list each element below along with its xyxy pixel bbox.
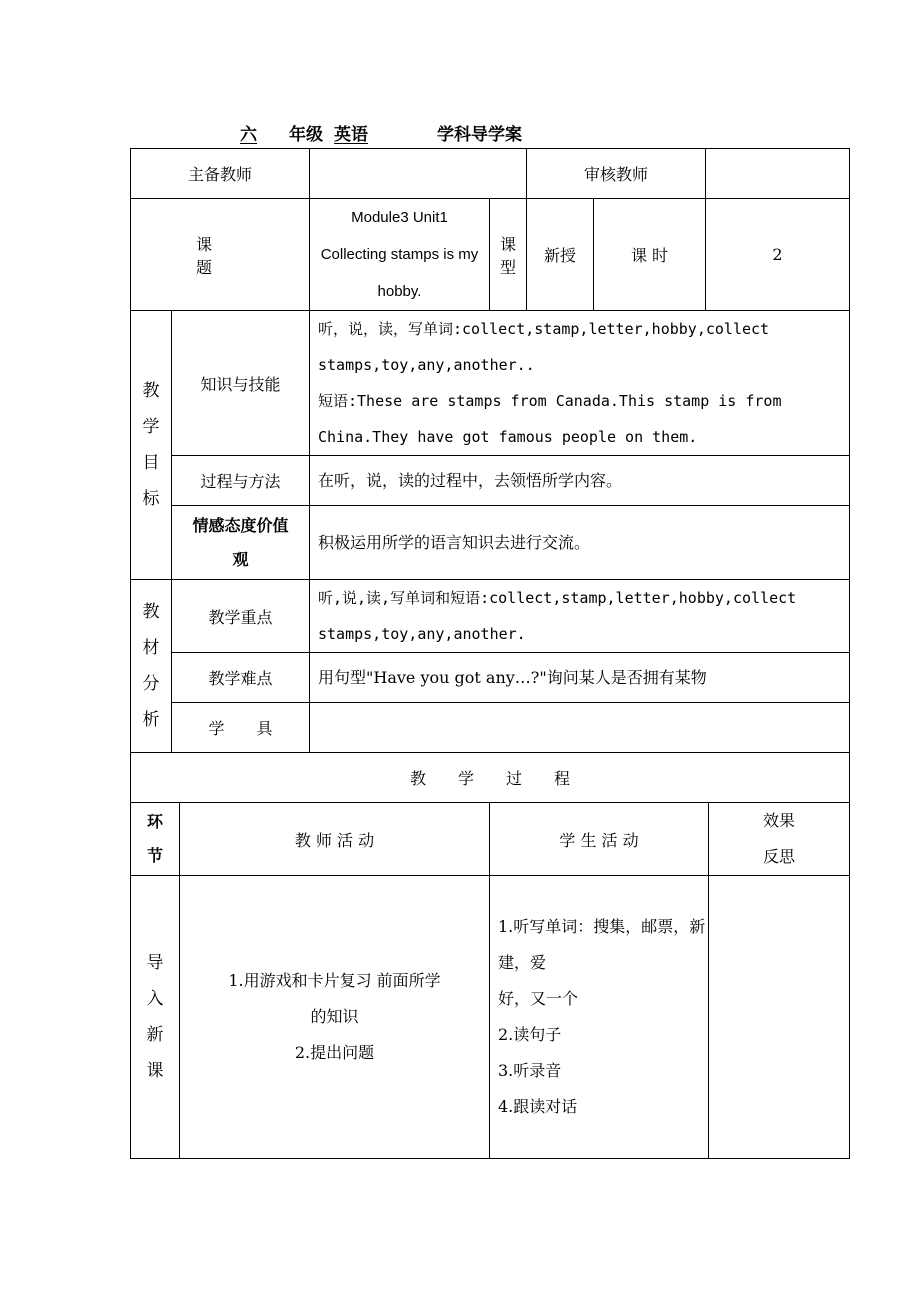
- student-activity-line-1: 1.听写单词：搜集，邮票，新建，爱: [498, 917, 706, 972]
- difficult-points-content: [310, 653, 850, 703]
- review-teacher-label: 审核教师: [527, 149, 706, 199]
- student-activity-line-5: 4.跟读对话: [498, 1097, 578, 1116]
- objective-emotion-row: [131, 506, 850, 580]
- objectives-char-4: 标: [142, 489, 160, 509]
- title-doc-type: 学科导学案: [437, 125, 522, 145]
- title-grade: 六: [240, 125, 257, 145]
- review-teacher-value[interactable]: [706, 149, 850, 199]
- process-label: 过程与方法: [172, 456, 310, 506]
- objective-process-row: [131, 456, 850, 506]
- topic-line-1: Module3 Unit1: [351, 209, 448, 226]
- analysis-char-3: 分: [142, 674, 160, 694]
- teacher-activity-cell: [180, 876, 490, 1159]
- stage-char-1: 导: [146, 953, 164, 973]
- knowledge-line-1: 听，说，读，写单词:collect,stamp,letter,hobby,collect: [318, 320, 770, 338]
- process-row: [131, 876, 850, 1159]
- title-grade-label: 年级: [289, 125, 323, 145]
- student-activity-header: 学 生 活 动: [490, 803, 709, 876]
- topic-value: [310, 199, 490, 311]
- objectives-group-label: [131, 311, 172, 580]
- student-activity-line-3: 2.读句子: [498, 1025, 562, 1044]
- stage-char-4: 课: [146, 1061, 164, 1081]
- analysis-group-label: [131, 580, 172, 753]
- knowledge-line-4: China.They have got famous people on them.: [318, 428, 698, 446]
- stage-header-char-2: 节: [146, 846, 163, 865]
- knowledge-line-2: stamps,toy,any,another..: [318, 356, 535, 374]
- analysis-key-row: [131, 580, 850, 653]
- main-teacher-label: 主备教师: [131, 149, 310, 199]
- objectives-char-1: 教: [142, 381, 160, 401]
- topic-row: [131, 199, 850, 311]
- title-subject: 英语: [334, 125, 368, 145]
- hours-label: 课 时: [594, 199, 706, 311]
- student-activity-cell: [490, 876, 709, 1159]
- key-points-content: [310, 580, 850, 653]
- stage-column-header: [131, 803, 180, 876]
- objectives-char-2: 学: [142, 417, 160, 437]
- stage-cell: [131, 876, 180, 1159]
- difficult-points-text: 用句型"Have you got any…?"询问某人是否拥有某物: [318, 667, 707, 687]
- topic-line-2: Collecting stamps is my: [320, 246, 479, 263]
- emotion-text: 积极运用所学的语言知识去进行交流。: [318, 532, 591, 552]
- difficult-points-label: 教学难点: [172, 653, 310, 703]
- emotion-label-line-2: 观: [232, 549, 249, 569]
- process-content: [310, 456, 850, 506]
- emotion-label: [172, 506, 310, 580]
- analysis-char-2: 材: [142, 638, 160, 658]
- stage-char-2: 入: [146, 989, 164, 1009]
- student-activity-line-4: 3.听录音: [498, 1061, 562, 1080]
- teacher-activity-line-3: 2.提出问题: [294, 1043, 375, 1062]
- process-section-row: [131, 753, 850, 803]
- student-activity-line-2: 好，又一个: [498, 989, 579, 1008]
- main-teacher-value[interactable]: [310, 149, 527, 199]
- key-points-line-2: stamps,toy,any,another.: [318, 625, 526, 643]
- emotion-label-line-1: 情感态度价值: [192, 515, 289, 535]
- document-title: [0, 116, 920, 144]
- emotion-content: [310, 506, 850, 580]
- objective-knowledge-row: [131, 311, 850, 456]
- stage-char-3: 新: [146, 1025, 164, 1045]
- hours-value: 2: [706, 199, 850, 311]
- process-text: 在听，说，读的过程中，去领悟所学内容。: [318, 470, 623, 490]
- teacher-info-row: [131, 149, 850, 199]
- process-section-title: 教 学 过 程: [131, 753, 850, 803]
- key-points-line-1: 听,说,读,写单词和短语:collect,stamp,letter,hobby,collect: [318, 589, 797, 607]
- reflection-header-line-1: 效果: [763, 811, 796, 830]
- lesson-plan-table: [130, 148, 850, 1159]
- reflection-cell[interactable]: [709, 876, 850, 1159]
- analysis-char-1: 教: [142, 602, 160, 622]
- topic-label-text: 课 题: [195, 234, 341, 277]
- objectives-char-3: 目: [142, 453, 160, 473]
- analysis-char-4: 析: [142, 710, 160, 730]
- key-points-label: 教学重点: [172, 580, 310, 653]
- tools-value[interactable]: [310, 703, 850, 753]
- knowledge-line-3: 短语:These are stamps from Canada.This stamp is from: [318, 392, 782, 410]
- teacher-activity-line-2: 的知识: [310, 1007, 359, 1026]
- reflection-header-line-2: 反思: [763, 847, 796, 866]
- teacher-activity-header: 教 师 活 动: [180, 803, 490, 876]
- process-header-row: [131, 803, 850, 876]
- teacher-activity-line-1: 1.用游戏和卡片复习 前面所学: [228, 971, 441, 990]
- type-label-text: 课 型: [499, 234, 516, 277]
- reflection-column-header: [709, 803, 850, 876]
- stage-header-char-1: 环: [146, 812, 163, 831]
- analysis-tools-row: [131, 703, 850, 753]
- type-label: [490, 199, 527, 311]
- analysis-difficult-row: [131, 653, 850, 703]
- knowledge-label: 知识与技能: [172, 311, 310, 456]
- topic-line-3: hobby.: [377, 283, 422, 300]
- type-value: 新授: [527, 199, 594, 311]
- knowledge-content: [310, 311, 850, 456]
- tools-label: 学 具: [172, 703, 310, 753]
- topic-label: [131, 199, 341, 311]
